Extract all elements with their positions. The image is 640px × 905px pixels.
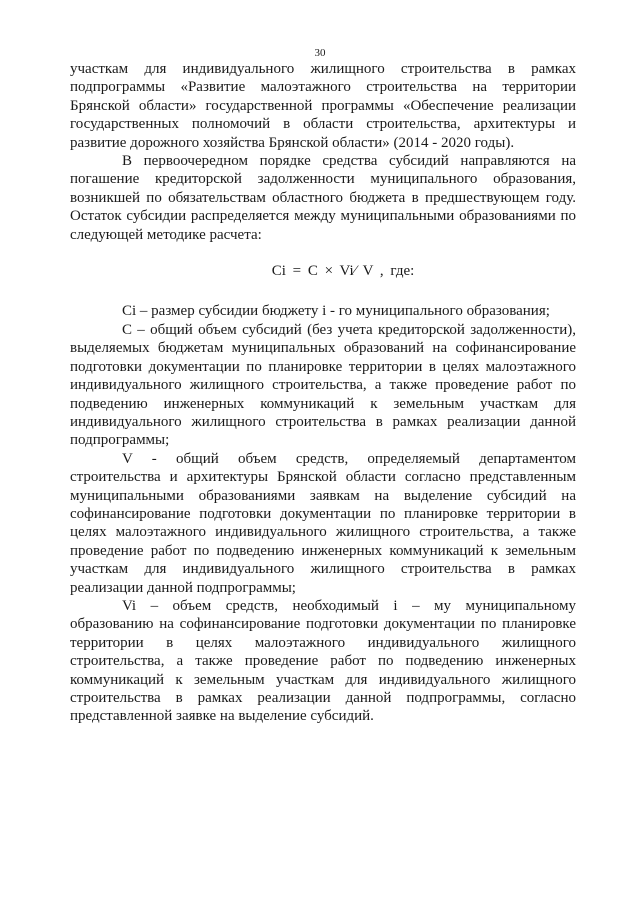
page-number: 30	[314, 47, 326, 59]
subsidy-formula: Ci = C × Vi⁄ V , где:	[271, 263, 415, 280]
definition-v: V - общий объем средств, определяемый департаментом строительства и архитектуры Брянской области согласно представленным муниципальными образованиями заявкам на выделение субсидий на софинансирование подготовки документации по планировке территории в целях малоэтажного индивидуального жилищного строительства, а также проведение работ по подведению инженерных коммуникаций к земельным участкам для индивидуального жилищного строительства в рамках реализации данной подпрограммы;	[70, 450, 576, 596]
paragraph-continuation: участкам для индивидуального жилищного строительства в рамках подпрограммы «Развитие малоэтажного строительства на территории Брянской области» государственной программы «Обеспечение реализации государственных полномочий в области строительства, архитектуры и развитие дорожного хозяйства Брянской области» (2014 - 2020 годы).	[70, 61, 576, 151]
definition-ci: Ci – размер субсидии бюджету i - го муниципального образования;	[122, 303, 550, 320]
definition-c: С – общий объем субсидий (без учета кредиторской задолженности), выделяемых бюджетам муниципальных образований на софинансирование подготовки документации по планировке территории в целях малоэтажного индивидуального жилищного строительства, а также проведение работ по подведению инженерных коммуникаций к земельным участкам для индивидуального жилищного строительства в рамках реализации данной подпрограммы;	[70, 321, 576, 449]
definition-vi: Vi – объем средств, необходимый i – му муниципальному образованию на софинансирование подготовки документации по планировке территории в целях малоэтажного индивидуального жилищного строительства, а также проведение работ по подведению инженерных коммуникаций к земельным участкам для индивидуального жилищного строительства в рамках реализации данной подпрограммы, согласно представленной заявке на выделение субсидий.	[70, 597, 576, 725]
paragraph-priority-allocation: В первоочередном порядке средства субсидий направляются на погашение кредиторской задолженности муниципального образования, возникшей по обязательствам областного бюджета в предшествующем году. Остаток субсидии распределяется между муниципальными образованиями по следующей методике расчета:	[70, 153, 576, 243]
document-body	[70, 60, 576, 726]
